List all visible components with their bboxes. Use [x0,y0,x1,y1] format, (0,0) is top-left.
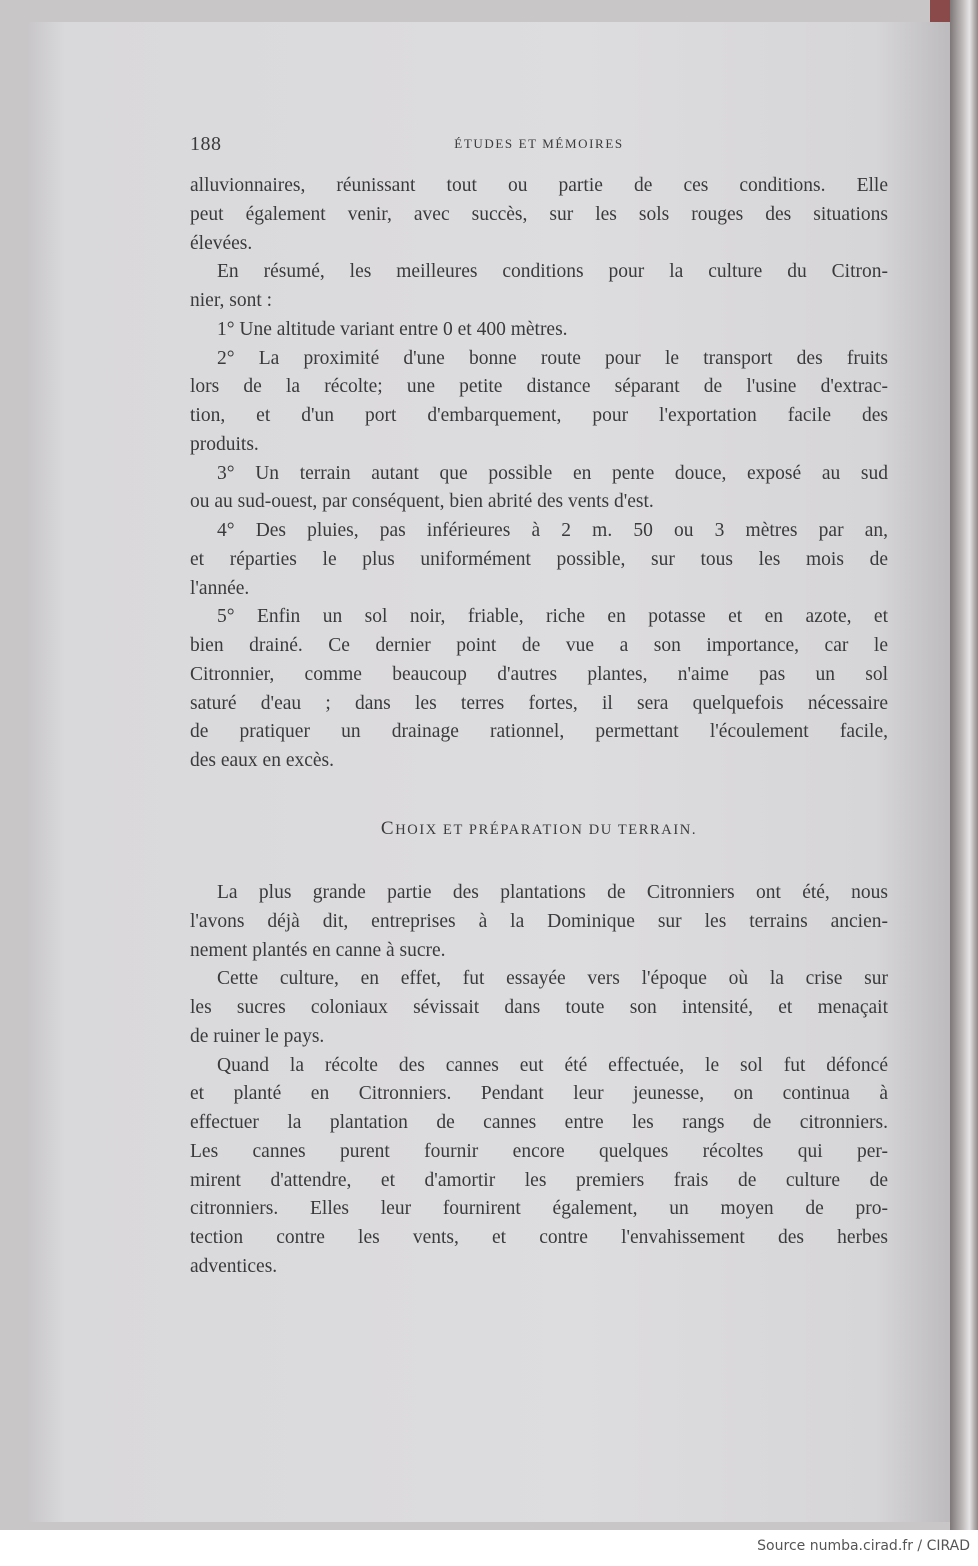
text-line: mirent d'attendre, et d'amortir les premiers frais de culture de [190,1169,888,1191]
text-line: peut également venir, avec succès, sur les sols rouges des situations [190,203,888,225]
heading-text: HOIX ET PRÉPARATION DU TERRAIN. [395,822,698,838]
text-line: En résumé, les meilleures conditions pour la culture du Citron- [217,261,888,283]
text-line: 4° Des pluies, pas inférieures à 2 m. 50 ou 3 mètres par an, [217,520,888,541]
text-line: saturé d'eau ; dans les terres fortes, il sera quelquefois nécessaire [190,692,888,714]
body-text-section-1 [190,172,888,776]
page-number: 188 [190,133,222,155]
source-credit: Source numba.cirad.fr / CIRAD [757,1538,970,1554]
paragraph [190,1052,888,1282]
text-line: l'année. [190,577,250,599]
text-line: tion, et d'un port d'embarquement, pour l'exportation facile des [190,405,888,426]
text-line: Citronnier, comme beaucoup d'autres plantes, n'aime pas un sol [190,663,888,685]
text-line: Cette culture, en effet, fut essayée vers l'époque où la crise sur [217,968,888,990]
text-line: et planté en Citronniers. Pendant leur jeunesse, on continua à [190,1083,888,1105]
text-line: Les cannes purent fournir encore quelques récoltes qui per- [190,1140,888,1162]
text-line: tection contre les vents, et contre l'envahissement des herbes [190,1227,888,1248]
text-line: effectuer la plantation de cannes entre les rangs de citronniers. [190,1112,888,1133]
text-line: 2° La proximité d'une bonne route pour le transport des fruits [217,347,888,369]
running-title: ÉTUDES ET MÉMOIRES [454,136,624,151]
body-text-section-2 [190,879,888,1282]
text-line: lors de la récolte; une petite distance séparant de l'usine d'extrac- [190,376,888,398]
text-line: élevées. [190,232,253,254]
paragraph [190,879,888,965]
text-line: bien drainé. Ce dernier point de vue a son importance, car le [190,635,888,656]
running-head [190,133,888,155]
paragraph [190,460,888,518]
paragraph [190,172,888,258]
text-line: de pratiquer un drainage rationnel, permettant l'écoulement facile, [190,721,888,743]
paragraph [190,603,888,776]
text-line: 5° Enfin un sol noir, friable, riche en potasse et en azote, et [217,606,888,628]
text-line: les sucres coloniaux sévissait dans toute son intensité, et menaçait [190,997,888,1018]
text-line: produits. [190,433,259,455]
text-line: La plus grande partie des plantations de Citronniers ont été, nous [217,882,888,903]
text-line: adventices. [190,1255,278,1277]
text-line: nier, sont : [190,290,273,311]
text-line: et réparties le plus uniformément possible, sur tous les mois de [190,548,888,570]
text-line: de ruiner le pays. [190,1025,325,1047]
paragraph [190,517,888,603]
text-line: 3° Un terrain autant que possible en pente douce, exposé au sud [217,462,888,484]
paragraph [190,316,888,345]
text-line: l'avons déjà dit, entreprises à la Dominique sur les terrains ancien- [190,910,888,932]
paragraph [190,258,888,316]
paragraph [190,345,888,460]
text-line: citronniers. Elles leur fournirent également, un moyen de pro- [190,1198,888,1220]
text-line: des eaux en excès. [190,750,335,771]
text-line: Quand la récolte des cannes eut été effectuée, le sol fut défoncé [217,1054,888,1076]
paragraph [190,965,888,1051]
heading-initial: C [380,818,396,839]
book-spine [950,0,978,1530]
text-line: nement plantés en canne à sucre. [190,939,446,961]
text-line: 1° Une altitude variant entre 0 et 400 mètres. [217,318,568,340]
text-line: ou au sud-ouest, par conséquent, bien abrité des vents d'est. [190,491,654,513]
text-line: alluvionnaires, réunissant tout ou partie de ces conditions. Elle [190,175,888,196]
section-heading [190,818,888,840]
